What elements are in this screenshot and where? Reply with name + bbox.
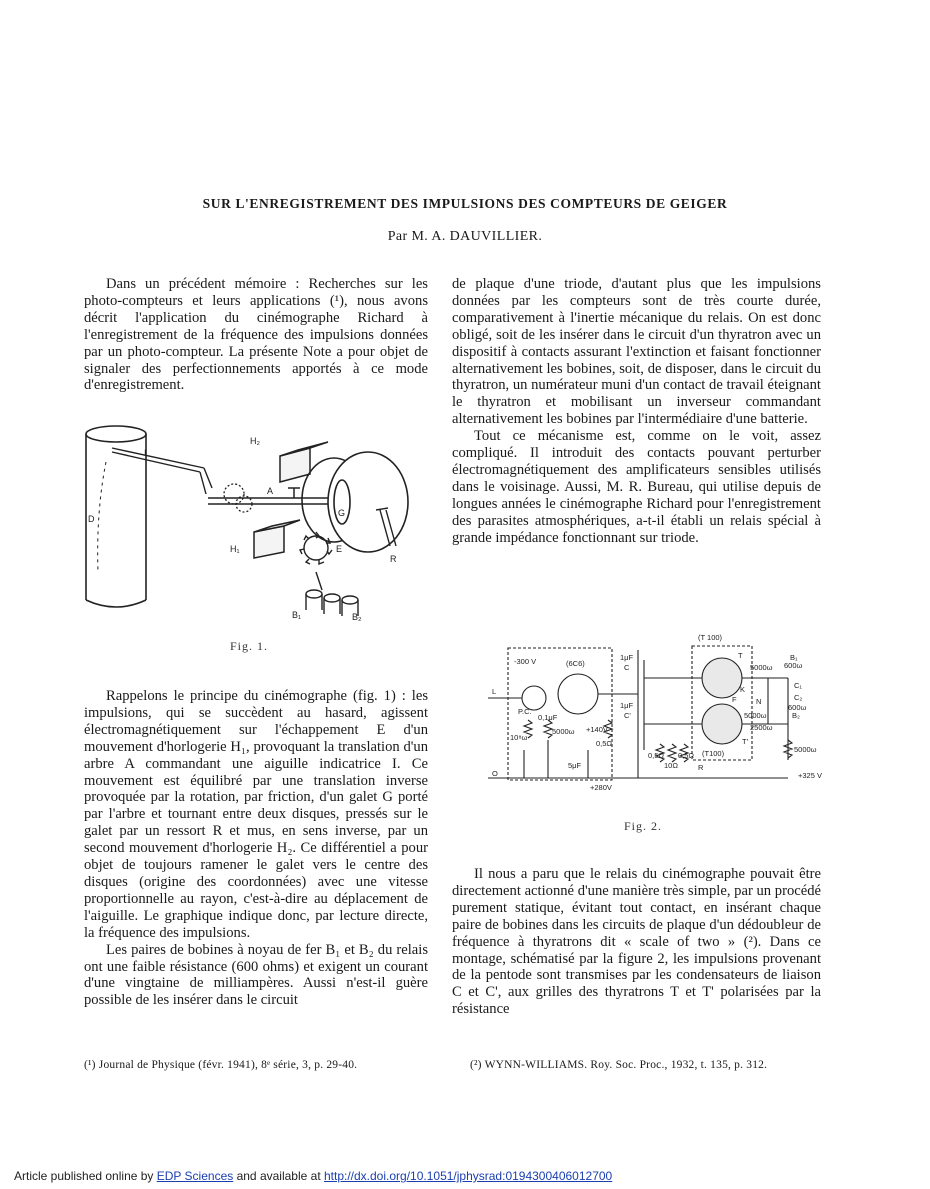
right-paragraph-3: Il nous a paru que le relais du cinémographe pouvait être directement actionné d'une manière très simple, par un procédé purement statique, évitant tout contact, en insérant chaque paire de bobines dans les circuits de plaque d'un dédoubleur de fréquence à thyratrons dit « scale of two » (²). Dans ce montage, schématisé par la figure 2, les impulsions provenant de la pentode sont transmises par les condensateurs de liaison C et C', aux grilles des thyratrons T et T' polarisées par la résistance — [452, 866, 821, 1018]
right-column-bottom — [452, 866, 821, 1018]
fig2-label-05-c: 0,5Ω — [678, 751, 695, 760]
fig2-label-b1: B₁ — [790, 653, 798, 662]
fig2-label-5000w-a: 5000ω — [750, 663, 773, 672]
footer-doi-link[interactable]: http://dx.doi.org/10.1051/jphysrad:0194300406012700 — [323, 1169, 613, 1183]
right-paragraph-1: de plaque d'une triode, d'autant plus que les impulsions données par les compteurs sont de très courte durée, comparativement à l'inertie mécanique du relais. On est donc obligé, soit de les insérer dans le circuit d'un thyratron avec un dispositif à contacts assurant l'extinction et faisant fonctionner alternativement les bobines, soit, de disposer, dans le circuit du thyratron, un numérateur muni d'un contact de travail éteignant le thyratron et mobilisant un inverseur commandant alternativement les bobines par l'intermédiaire d'une batterie. — [452, 276, 821, 428]
footer-edp-link[interactable]: EDP Sciences — [156, 1169, 234, 1183]
article-author: Par M. A. DAUVILLIER. — [387, 229, 543, 244]
fig2-pentode-6c6 — [558, 674, 598, 714]
fig2-label-t100-bottom: (T100) — [702, 749, 725, 758]
figure-1-caption: Fig. 1. — [230, 639, 269, 653]
fig2-label-108w: 10⁸ω — [510, 733, 528, 742]
fig1-label-h1: H₁ — [230, 544, 240, 554]
fig2-label-c: C — [624, 663, 630, 672]
fig1-label-g: G — [338, 508, 346, 518]
fig2-label-t: T — [738, 651, 743, 660]
fig1-label-d: D — [88, 514, 95, 524]
footer-middle: and available at — [233, 1169, 324, 1183]
left-column-intro — [84, 276, 428, 394]
fig2-label-01uf: 0,1μF — [538, 713, 558, 722]
fig2-label-5000w-b: 5000ω — [744, 711, 767, 720]
fig1-label-h2: H₂ — [250, 436, 260, 446]
fig2-label-pc: P.C. — [518, 707, 532, 716]
fig2-label-1uf-a: 1μF — [620, 653, 634, 662]
fig2-label-plus325v: +325 V — [798, 771, 822, 780]
fig2-label-t-prime: T' — [742, 737, 749, 746]
fig1-label-r: R — [390, 554, 397, 564]
fig2-label-l: L — [492, 687, 497, 696]
fig2-label-05-b: 0,5Ω — [648, 751, 665, 760]
fig2-label-2500w: 2500ω — [750, 723, 773, 732]
fig2-label-b2: B₂ — [792, 711, 800, 720]
fig2-label-r: R — [698, 763, 704, 772]
fig2-thyratron-t — [702, 658, 742, 698]
fig2-label-5000w-c: 5000ω — [794, 745, 817, 754]
fig2-label-plus280v: +280V — [590, 783, 612, 792]
fig1-clock-h1 — [254, 520, 300, 558]
fig2-label-600w-a: 600ω — [784, 661, 803, 670]
fig2-label-f: F — [732, 695, 737, 704]
fig1-label-a: A — [267, 486, 274, 496]
left-paragraph-2: Rappelons le principe du cinémographe (fig. 1) : les impulsions, qui se succèdent au hasard, agissent électromagnétiquement sur l'échappement E d'un mouvement d'horlogerie H₁, provoquant la translation d'un arbre A commandant une aiguille indicatrice I. Ce mouvement est équilibré par une translation inverse provoquée par la rotation, par friction, d'un galet G porté par l'arbre et tournant entre deux disques, pressés sur le galet par un ressort R et mus, en sens inverse, par un second mouvement d'horlogerie H₂. Ce différentiel a pour objet de toujours ramener le galet vers le centre des disques (origine des coordonnées) avec une vitesse proportionnelle au rayon, c'est-à-dire au déplacement de l'aiguille. Le graphique indique donc, par lecture directe, la fréquence des impulsions. — [84, 688, 428, 941]
fig1-bobbins — [306, 572, 358, 616]
fig1-label-b2: B₂ — [352, 612, 362, 622]
fig1-escapement — [300, 532, 332, 564]
fig2-label-6c6: (6C6) — [566, 659, 585, 668]
fig2-label-5uf: 5μF — [568, 761, 582, 770]
fig2-label-c2: C₂ — [794, 693, 803, 702]
fig2-label-minus300v: -300 V — [514, 657, 537, 666]
fig2-label-plus140v: +140V — [586, 725, 608, 734]
fig1-label-b1: B₁ — [292, 610, 302, 620]
fig2-thyratron-t-prime — [702, 704, 742, 744]
fig2-label-c1: C₁ — [794, 681, 802, 690]
fig2-label-t100-top: (T 100) — [698, 633, 723, 642]
fig2-label-600w-b: 600ω — [788, 703, 807, 712]
figure-2-caption: Fig. 2. — [624, 819, 663, 833]
fig2-label-1uf-b: 1μF — [620, 701, 634, 710]
fig1-label-e: E — [336, 544, 343, 554]
right-paragraph-2: Tout ce mécanisme est, comme on le voit, assez compliqué. Il introduit des contacts pouvant perturber électromagnétiquement des amplificateurs sensibles utilisés dans le voisinage. Aussi, M. R. Bureau, qui utilise depuis de longues années le cinémographe Richard pour l'enregistrement des parasites atmosphériques, a-t-il établi un relais spécial à grande impédance fonctionnant sur triode. — [452, 428, 821, 546]
fig2-label-o: O — [492, 769, 498, 778]
left-column-body — [84, 688, 428, 1009]
fig2-label-n: N — [756, 697, 762, 706]
fig2-label-05-a: 0,5Ω — [596, 739, 613, 748]
fig2-label-k: K — [740, 685, 746, 694]
footer-prefix: Article published online by — [14, 1169, 157, 1183]
fig2-label-10: 10Ω — [664, 761, 678, 770]
fig2-label-5000w-d: 5000ω — [552, 727, 575, 736]
footnote-1: (¹) Journal de Physique (févr. 1941), 8ᵉ série, 3, p. 29-40. — [84, 1059, 358, 1071]
right-column-top — [452, 276, 821, 547]
left-paragraph-3: Les paires de bobines à noyau de fer B₁ et B₂ du relais ont une faible résistance (600 ohms) et exigent un courant d'une vingtaine de milliampères. Aussi n'est-il guère possible de les insérer dans le circuit — [84, 941, 428, 1009]
fig1-needle-arm — [112, 448, 212, 494]
publication-footer — [14, 1169, 612, 1183]
fig2-label-c-prime: C' — [624, 711, 631, 720]
footnote-2: (²) WYNN-WILLIAMS. Roy. Soc. Proc., 1932, t. 135, p. 312. — [470, 1059, 768, 1071]
figure-2-circuit-diagram — [488, 630, 828, 800]
figure-1-cinemographe — [84, 422, 428, 632]
article-title: SUR L'ENREGISTREMENT DES IMPULSIONS DES COMPTEURS DE GEIGER — [202, 196, 728, 211]
fig1-label-i: I — [144, 448, 147, 458]
left-paragraph-1: Dans un précédent mémoire : Recherches sur les photo-compteurs et leurs applications (¹), nous avons décrit l'application du cinémographe Richard à l'enregistrement de la fréquence des impulsions données par un photo-compteur. La présente Note a pour objet de signaler des perfectionnements apportés à ce mode d'enregistrement. — [84, 276, 428, 394]
